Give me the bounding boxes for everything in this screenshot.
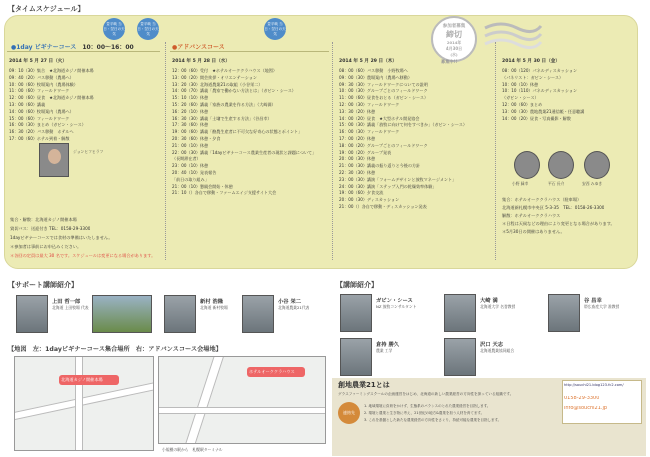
lecturer-photo-2 [444, 294, 476, 332]
day4-schedule-list [502, 68, 634, 122]
lecturers-title: 【講師紹介】 [336, 281, 378, 289]
staff-name-3: 安西 みゆき [582, 181, 603, 186]
day1-note-2: 貸切バス：送迎付き TEL：0158-29-3300 [10, 226, 91, 231]
day4-date: 2014 年 5 月 30 日（金） [502, 59, 560, 64]
schedule-row: 20：00（30）ディスカッション [339, 197, 400, 203]
schedule-row: 24：00（30）講演「ステップ入門の乾燥効率体験」 [339, 183, 437, 189]
schedule-row: 10：00（10）休憩 [502, 81, 539, 87]
lecturer-desc-1: NZ 放牧コンサルタント [376, 304, 417, 309]
schedule-column-day4 [498, 16, 638, 268]
schedule-column-day1 [5, 16, 162, 268]
schedule-row: 11：00（60）昼食をおとる（ガビン・シース） [339, 95, 429, 101]
schedule-row: 21：00（10）懇親会開始・休憩 [172, 183, 233, 189]
lecturer-desc-5: 北海道農業協同組合 [480, 348, 515, 353]
support-photo-2 [164, 295, 196, 333]
schedule-row: 21：10（）各自で移動・ファームエイジ支援サイト大会 [172, 190, 277, 196]
presenter-face [48, 149, 61, 164]
day4-note-3: 解散：ホテルオーククラハウス [502, 213, 561, 218]
support-title: 【サポート講師紹介】 [8, 281, 78, 289]
schedule-row: 12：00（60）まとめ [502, 101, 543, 107]
day1-note-3: 1dayビギナーコースでは食材の準備はいたしません。 [10, 235, 113, 240]
schedule-row: 13：00（20）開会挨拶・オリエンテーション [172, 74, 257, 80]
support-photo-3 [242, 295, 274, 333]
schedule-row: 23：00（10）休憩 [172, 163, 209, 169]
schedule-row: 13：30（20）休憩 [339, 108, 376, 114]
day2-schedule-list [172, 68, 327, 197]
about-circle-badge: 連絡先 [338, 402, 360, 424]
weather-badge-1: 豊平峡 当日・翌日の天気 [103, 18, 125, 40]
schedule-row: 15：10（10）休憩 [172, 95, 209, 101]
schedule-row: 13：00（60）講義 [9, 101, 46, 107]
lecturer-name-2: 大崎 満 [480, 298, 498, 304]
course-bullet: ● [11, 44, 17, 51]
about-body-3: 2. 環境と農業と生き物に考え、21世紀の地方&農業を担う人材を育てます。 [364, 411, 485, 415]
deadline-recruiting: 募集中!! [441, 59, 458, 64]
column-rule [7, 51, 160, 52]
day1-schedule-list [9, 68, 158, 143]
schedule-row: 14：00（60）牧場案内（農場へ） [9, 108, 74, 114]
schedule-column-day2 [168, 16, 331, 268]
schedule-row: 14：00（20）昼食・写真撮影・解散 [502, 115, 571, 121]
schedule-row: 19：00（60）夕食交流 [339, 190, 384, 196]
schedule-row: 09：00（30）農場案内（農場へ移動） [339, 74, 412, 80]
schedule-row: （長期滞在者） [172, 156, 201, 162]
schedule-title: 【タイムスケジュール】 [8, 5, 85, 13]
staff-photo-3 [584, 151, 610, 179]
map-right-label: ホテルオーククラハウス [249, 369, 295, 374]
schedule-row: 17：30（60）休憩 [172, 122, 209, 128]
map-road [14, 381, 154, 420]
lecturer-photo-3 [548, 294, 580, 332]
lecturer-name-4: 倉持 勝久 [376, 342, 400, 348]
schedule-row: （パネリスト：ガビン・シース） [502, 74, 564, 80]
schedule-row: 10：10（110）パネルディスカッション [502, 88, 578, 94]
schedule-row: 10：00（60）牧場案内（農場体験） [9, 81, 78, 87]
contact-url[interactable]: http://souchi21.blog123.fc2.com/ [564, 383, 624, 387]
schedule-row: 12：00（60）受付 ★ホテルオーククラハウス（地図） [172, 68, 277, 73]
map-road [184, 356, 224, 444]
day1-note-5: ＊各回の定員は最大 30 名です。スケジュールは変更になる場合があります。 [10, 253, 156, 258]
contact-email[interactable]: info@souchi21.jp [564, 406, 608, 411]
schedule-row: 21：00（30）講義の振り返りと今後の方針 [339, 163, 421, 169]
course-beginner-title: ●1day ビギナーコース 10：00～16：00 [11, 44, 134, 51]
schedule-row: 20：30（60）休憩・夕食 [172, 135, 221, 141]
day4-note-4: ＊日程は天候などの理由により変更となる場合があります。 [502, 221, 615, 226]
day4-note-5: ＊5月30日の開催はありません。 [502, 229, 565, 234]
course-advance-title: ●アドバンスコース [172, 44, 225, 51]
support-desc-1: 北海道 上田牧場 代表 [52, 305, 89, 310]
about-body-1: グラスファーミングスクールの企画運営をはじめ、北海道の新しい農業経営の方向性を探っている組織です。 [338, 392, 514, 396]
map-title: 【地図 左：1dayビギナーコース集合場所 右：アドバンスコース会場地】 [8, 346, 222, 353]
schedule-row: 08：00（60）バス移動 小野牧場へ [339, 68, 408, 73]
day2-date: 2014 年 5 月 28 日（水） [172, 59, 230, 64]
lecturer-name-5: 沢口 天志 [480, 342, 504, 348]
schedule-row: 08：00（120）パネルディスカッション [502, 68, 578, 73]
schedule-row: 16：20（10）休憩 [172, 108, 209, 114]
lecturer-name-3: 谷 昌幸 [584, 298, 602, 304]
lecturer-photo-5 [444, 338, 476, 376]
schedule-row: 16：00（30）フィールドワーク [339, 129, 400, 135]
support-desc-2: 北海道 新村牧場 [200, 305, 228, 310]
support-name-1: 上田 哲一郎 [52, 299, 81, 305]
schedule-row: 22：00（30）講義「1dayビギナーコース農業生産者の現状と課題について」 [172, 149, 317, 155]
schedule-row: 18：00（20）グループごとのフィールドワーク [339, 142, 428, 148]
schedule-row: 21：00（）各自で移動・ディスカッション発表 [339, 203, 427, 209]
lecturer-desc-2: 北海道大学 名誉教授 [480, 304, 516, 309]
presenter-caption: ジョンヒフヒラフ [73, 149, 104, 154]
staff-photo-2 [548, 151, 574, 179]
schedule-row: 09：30（30）フィールドワークについての説明 [339, 81, 428, 87]
staff-name-1: 小野 緑幸 [512, 181, 529, 186]
schedule-row: 16：30（20）バス移動 ホテルへ [9, 129, 74, 135]
support-name-3: 小谷 栄二 [278, 299, 302, 305]
about-title: 創地農業21とは [338, 381, 390, 389]
map-left [14, 356, 154, 451]
schedule-row: 23：00（30）講演「フォームデザインと放牧マネージメント」 [339, 176, 457, 182]
about-section [332, 378, 646, 456]
lecturer-desc-3: 帯広畜産大学 准教授 [584, 304, 620, 309]
map-right [158, 356, 326, 444]
day1-note-1: 集合・解散：北海道カジノ開催本場 [10, 217, 77, 222]
map-left-label: 北海道カジノ開催本場 [61, 377, 103, 382]
day3-date: 2014 年 5 月 29 日（木） [339, 59, 397, 64]
deadline-badge: 参加者募集 締切 2014年 4月30日 (水) [431, 16, 477, 62]
day4-note-1: 集合：ホテルオーククラハウス（駐車場） [502, 197, 582, 202]
schedule-row: 13：00（30）農地農業21通信帳・任意聴講 [502, 108, 585, 114]
schedule-row: 20：00（30）休憩 [339, 156, 376, 162]
lecturer-photo-1 [340, 294, 372, 332]
support-desc-3: 北海道農業21代表 [278, 305, 310, 310]
schedule-row: 20：40（10）発表報告 [172, 169, 217, 175]
staff-photo-1 [514, 151, 540, 179]
farm-photo [92, 295, 152, 333]
schedule-row: 17：00（20）休憩 [339, 135, 376, 141]
schedule-panel [4, 15, 638, 269]
schedule-row: 22：30（30）休憩 [339, 169, 376, 175]
column-rule [170, 51, 329, 52]
schedule-row: 「前日の取り組み」 [172, 176, 209, 182]
schedule-row: 15：20（60）講義「家族の農業を作る方法」（大崎満） [172, 101, 276, 107]
support-photo-1 [16, 295, 48, 333]
schedule-row: 13：20（30）北海道農業21の取組（小谷栄二） [172, 81, 263, 87]
course-bullet: ● [172, 44, 178, 51]
map-caption: 小規模の駅から 札幌駅ターミナル [162, 447, 223, 452]
schedule-row: 12：00（30）フィールドワーク [339, 101, 400, 107]
lecturer-desc-4: 農業 工学 [376, 348, 393, 353]
lecturer-name-1: ガビン・シース [376, 298, 413, 304]
day3-schedule-list [339, 68, 489, 211]
column-divider [332, 42, 333, 260]
day1-note-4: ＊参加者は事前にお申込みください。 [10, 244, 82, 249]
weather-badge-3: 豊平峡 当日・翌日の天気 [264, 18, 286, 40]
day1-date: 2014 年 5 月 27 日（火） [9, 59, 67, 64]
day4-note-2: 北海道新札幌市中央区 5-3-35 TEL：0158-26-3300 [502, 205, 605, 210]
schedule-row: 14：00（70）講義「農家で働かない方法とは」（ガビン・シース） [172, 88, 296, 94]
schedule-row: 15：00（60）フィールドワーク [9, 115, 70, 121]
column-divider [495, 42, 496, 260]
presenter-photo [39, 143, 69, 177]
about-body-2: 1. 地域環境に負荷をかけず、生態系のバランスのとれた農業経営を目指します。 [364, 404, 491, 408]
schedule-row: 21：00（10）休憩 [172, 142, 209, 148]
schedule-row: 12：00（60）昼食 ★北海道カジノ開催本場 [9, 95, 94, 101]
schedule-row: 17：00（60）ホテル到着・解散 [9, 135, 70, 141]
schedule-row: 10：00（30）グループごとのフィールドワーク [339, 88, 428, 94]
schedule-row: 14：00（20）昼食 ★大型ホテル開発協会 [339, 115, 420, 121]
support-name-2: 新村 浩隆 [200, 299, 224, 305]
schedule-row: 11：00（60）フィールドワーク [9, 88, 70, 94]
map-road [158, 407, 326, 414]
schedule-row: 16：00（30）まとめ（ガビン・シース） [9, 122, 86, 128]
schedule-row: 09：10（30）集合 ★北海道カジノ開催本場 [9, 68, 94, 73]
schedule-row: 15：00（30）講義「放牧に向けて何をすべきか」（ガビン・シース） [339, 122, 467, 128]
contact-phone: 0158-29-3300 [564, 396, 600, 401]
lecturer-photo-4 [340, 338, 372, 376]
about-body-4: 3. これを基盤とした新たな農業経営の方向性をさぐり、持続可能な農業を目指します。 [364, 418, 502, 422]
schedule-row: 19：00（60）講義「酪農生産者に不可欠な好奇心の状態とポイント」 [172, 129, 303, 135]
weather-badge-2: 豊平峡 当日・翌日の天気 [137, 18, 159, 40]
column-divider [165, 42, 166, 260]
schedule-row: 16：30（30）講義「土壌で生産する方法」（谷昌幸） [172, 115, 272, 121]
schedule-row: 19：00（20）グループ発表 [339, 149, 392, 155]
map-road [75, 356, 83, 451]
schedule-row: 09：40（20）バス移動（農場へ） [9, 74, 74, 80]
staff-name-2: 平石 長介 [548, 181, 565, 186]
schedule-row: （ガビン・シース） [502, 95, 539, 101]
